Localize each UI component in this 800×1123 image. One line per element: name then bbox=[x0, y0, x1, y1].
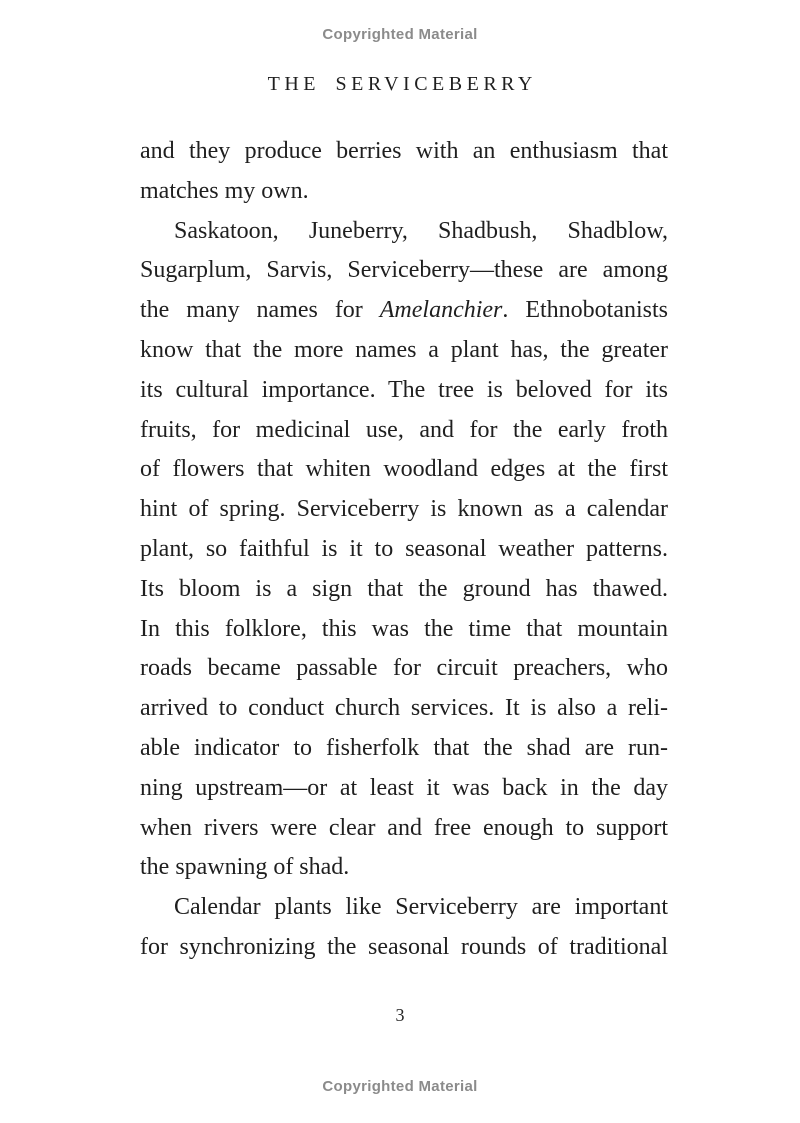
text-segment: fruits, for medicinal use, and for the early froth bbox=[140, 416, 668, 443]
text-segment: hint of spring. Serviceberry is known as a calendar bbox=[140, 496, 668, 523]
text-segment: know that the more names a plant has, the greater bbox=[140, 336, 668, 363]
text-line bbox=[140, 450, 668, 490]
text-segment: In this folklore, this was the time that mountain bbox=[140, 615, 668, 642]
text-line bbox=[140, 331, 668, 371]
text-segment: and they produce berries with an enthusiasm that bbox=[140, 138, 668, 164]
text-segment: Its bloom is a sign that the ground has thawed. bbox=[140, 575, 668, 602]
copyright-notice-bottom: Copyrighted Material bbox=[322, 1078, 478, 1095]
text-segment: the many names for bbox=[140, 297, 380, 324]
text-line bbox=[140, 371, 668, 411]
text-line bbox=[140, 888, 668, 928]
text-line bbox=[140, 172, 668, 212]
text-segment: Calendar plants like Serviceberry are important bbox=[174, 894, 668, 921]
text-line bbox=[140, 769, 668, 809]
text-segment: ning upstream—or at least it was back in the day bbox=[140, 774, 668, 801]
text-segment: roads became passable for circuit preachers, who bbox=[140, 655, 668, 682]
text-segment: its cultural importance. The tree is beloved for its bbox=[140, 376, 668, 403]
body-text bbox=[140, 132, 668, 968]
running-header: THE SERVICEBERRY bbox=[267, 73, 537, 95]
text-line bbox=[140, 610, 668, 650]
text-segment: Sugarplum, Sarvis, Serviceberry—these are among bbox=[140, 257, 668, 284]
text-line bbox=[140, 212, 668, 252]
text-line bbox=[140, 928, 668, 968]
text-segment: of flowers that whiten woodland edges at the first bbox=[140, 456, 668, 483]
text-segment: for synchronizing the seasonal rounds of traditional bbox=[140, 933, 668, 960]
text-line bbox=[140, 251, 668, 291]
text-line bbox=[140, 530, 668, 570]
text-segment: matches my own. bbox=[140, 177, 309, 204]
text-line bbox=[140, 291, 668, 331]
text-segment: . Ethnobotanists bbox=[502, 297, 668, 324]
text-line bbox=[140, 490, 668, 530]
text-line bbox=[140, 132, 668, 172]
text-segment: able indicator to fisherfolk that the shad are run- bbox=[140, 734, 668, 761]
text-segment: Saskatoon, Juneberry, Shadbush, Shadblow, bbox=[174, 217, 668, 244]
text-line bbox=[140, 411, 668, 451]
text-segment: when rivers were clear and free enough to support bbox=[140, 814, 668, 841]
text-line bbox=[140, 689, 668, 729]
text-segment: plant, so faithful is it to seasonal weather patterns. bbox=[140, 535, 668, 562]
text-segment: arrived to conduct church services. It is also a reli- bbox=[140, 695, 668, 722]
copyright-notice-top: Copyrighted Material bbox=[322, 26, 478, 43]
text-line bbox=[140, 729, 668, 769]
text-segment: the spawning of shad. bbox=[140, 854, 350, 881]
text-line bbox=[140, 809, 668, 849]
text-line bbox=[140, 570, 668, 610]
text-line bbox=[140, 848, 668, 888]
page-number: 3 bbox=[395, 1005, 405, 1025]
text-line bbox=[140, 649, 668, 689]
italic-species-name: Amelanchier bbox=[379, 297, 503, 324]
